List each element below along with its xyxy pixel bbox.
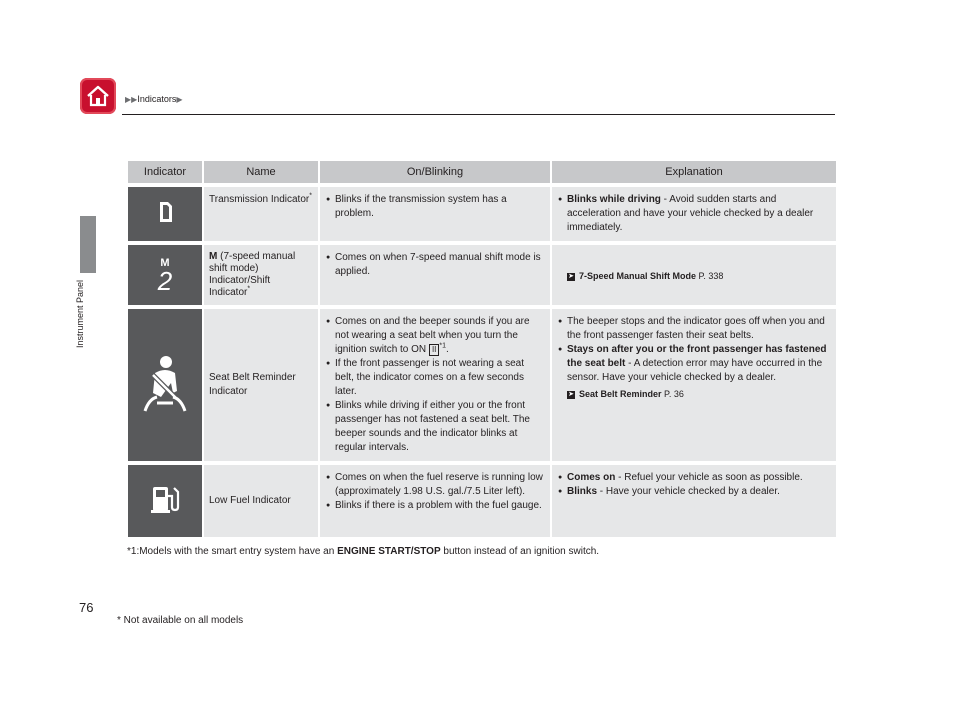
- explanation-text: - A detection error may have occurred in the sensor. Have your vehicle checked by a dealer.: [567, 358, 823, 383]
- home-button[interactable]: [80, 78, 116, 114]
- col-header-on-blinking: On/Blinking: [320, 161, 552, 183]
- list-item: ● If the front passenger is not wearing a seat belt, the indicator comes on a few seconds later.: [326, 357, 544, 399]
- table-row: [128, 245, 836, 305]
- header-divider: [122, 114, 835, 115]
- list-item: [558, 193, 830, 235]
- breadcrumb[interactable]: [125, 94, 183, 104]
- on-blinking-cell: [320, 187, 552, 241]
- list-item: [558, 343, 830, 385]
- page-reference-link[interactable]: [558, 269, 830, 283]
- on-blinking-cell: [320, 465, 552, 537]
- on-blinking-cell: [320, 245, 552, 305]
- breadcrumb-arrow-icon: ▶: [176, 95, 183, 104]
- list-item: [558, 485, 830, 499]
- explanation-text: - Avoid sudden starts and acceleration and have your vehicle checked by a dealer immediately.: [567, 194, 814, 233]
- explanation-cell: [552, 465, 836, 537]
- indicator-table: [128, 157, 836, 541]
- explanation-text: - Refuel your vehicle as soon as possible.: [615, 472, 803, 483]
- page-reference-link[interactable]: [558, 387, 830, 401]
- reference-icon: ➤: [568, 390, 574, 398]
- on-blinking-cell: [320, 309, 552, 461]
- reference-title: 7-Speed Manual Shift Mode: [579, 271, 697, 281]
- indicator-name: Low Fuel Indicator: [204, 465, 320, 537]
- on-text-end: .: [446, 344, 449, 355]
- sidebar-section-label: Instrument Panel: [75, 279, 85, 348]
- breadcrumb-label: Indicators: [137, 94, 177, 104]
- col-header-explanation: Explanation: [552, 161, 836, 183]
- explanation-text: - Have your vehicle checked by a dealer.: [597, 486, 780, 497]
- explanation-bold: Comes on: [567, 472, 616, 483]
- sidebar-tab-marker: [80, 216, 96, 273]
- explanation-cell: [552, 187, 836, 241]
- table-row: [128, 465, 836, 537]
- reference-page: P. 36: [661, 389, 684, 399]
- list-item: ● Blinks if there is a problem with the fuel gauge.: [326, 499, 544, 513]
- seat-belt-reminder-icon: [128, 309, 204, 461]
- icon-digit: 2: [157, 265, 173, 296]
- explanation-bold: Stays on after you or the front passenger has fastened the seat belt: [567, 344, 827, 369]
- icon-letter: M: [160, 256, 170, 269]
- table-row: [128, 187, 836, 241]
- reference-icon: ➤: [568, 272, 574, 280]
- list-item: ● Comes on when 7-speed manual shift mode is applied.: [326, 251, 544, 279]
- list-item: ● Blinks if the transmission system has a problem.: [326, 193, 544, 221]
- explanation-bold: Blinks: [567, 486, 598, 497]
- list-item: [326, 315, 544, 357]
- home-icon: [84, 82, 112, 110]
- not-all-models-mark: *: [247, 285, 251, 293]
- indicator-name: Seat Belt Reminder Indicator: [204, 309, 320, 461]
- footnote-mark: *1: [439, 342, 447, 350]
- table-footnote: [127, 546, 599, 557]
- list-item: ● Blinks while driving if either you or the front passenger has not fastened a seat belt. The beeper sounds and the indicator blinks at regular intervals.: [326, 399, 544, 455]
- ignition-position-key: II: [429, 344, 439, 356]
- list-item: ● Comes on when the fuel reserve is running low (approximately 1.98 U.S. gal./7.5 Liter left).: [326, 471, 544, 499]
- explanation-cell: [552, 309, 836, 461]
- manual-shift-mode-icon: [128, 245, 204, 305]
- name-text: Transmission Indicator: [209, 194, 310, 205]
- name-text: (7-speed manual shift mode) Indicator/Shift Indicator: [209, 251, 296, 298]
- on-text: Comes on and the beeper sounds if you are not wearing a seat belt when you turn the ignition switch to ON: [335, 316, 530, 355]
- list-item: [558, 471, 830, 485]
- footnote-bold: ENGINE START/STOP: [337, 546, 441, 557]
- indicator-name: [204, 245, 320, 305]
- page-number: 76: [79, 600, 94, 615]
- models-footnote: * Not available on all models: [117, 615, 244, 626]
- col-header-indicator: Indicator: [128, 161, 204, 183]
- reference-page: P. 338: [696, 271, 724, 281]
- footnote-suffix: button instead of an ignition switch.: [440, 546, 600, 557]
- indicator-name: [204, 187, 320, 241]
- col-header-name: Name: [204, 161, 320, 183]
- breadcrumb-arrow-icon: ▶▶: [125, 95, 138, 104]
- footnote-prefix: *1:Models with the smart entry system have an: [127, 546, 338, 557]
- explanation-cell: [552, 245, 836, 305]
- explanation-bold: Blinks while driving: [567, 194, 661, 205]
- name-bold: M: [209, 251, 218, 262]
- list-item: ● The beeper stops and the indicator goes off when you and the front passenger fasten their seat belts.: [558, 315, 830, 343]
- reference-title: Seat Belt Reminder: [579, 389, 662, 399]
- table-row: [128, 309, 836, 461]
- transmission-indicator-icon: [128, 187, 204, 241]
- table-header-row: [128, 161, 836, 183]
- low-fuel-icon: [128, 465, 204, 537]
- not-all-models-mark: *: [309, 192, 312, 200]
